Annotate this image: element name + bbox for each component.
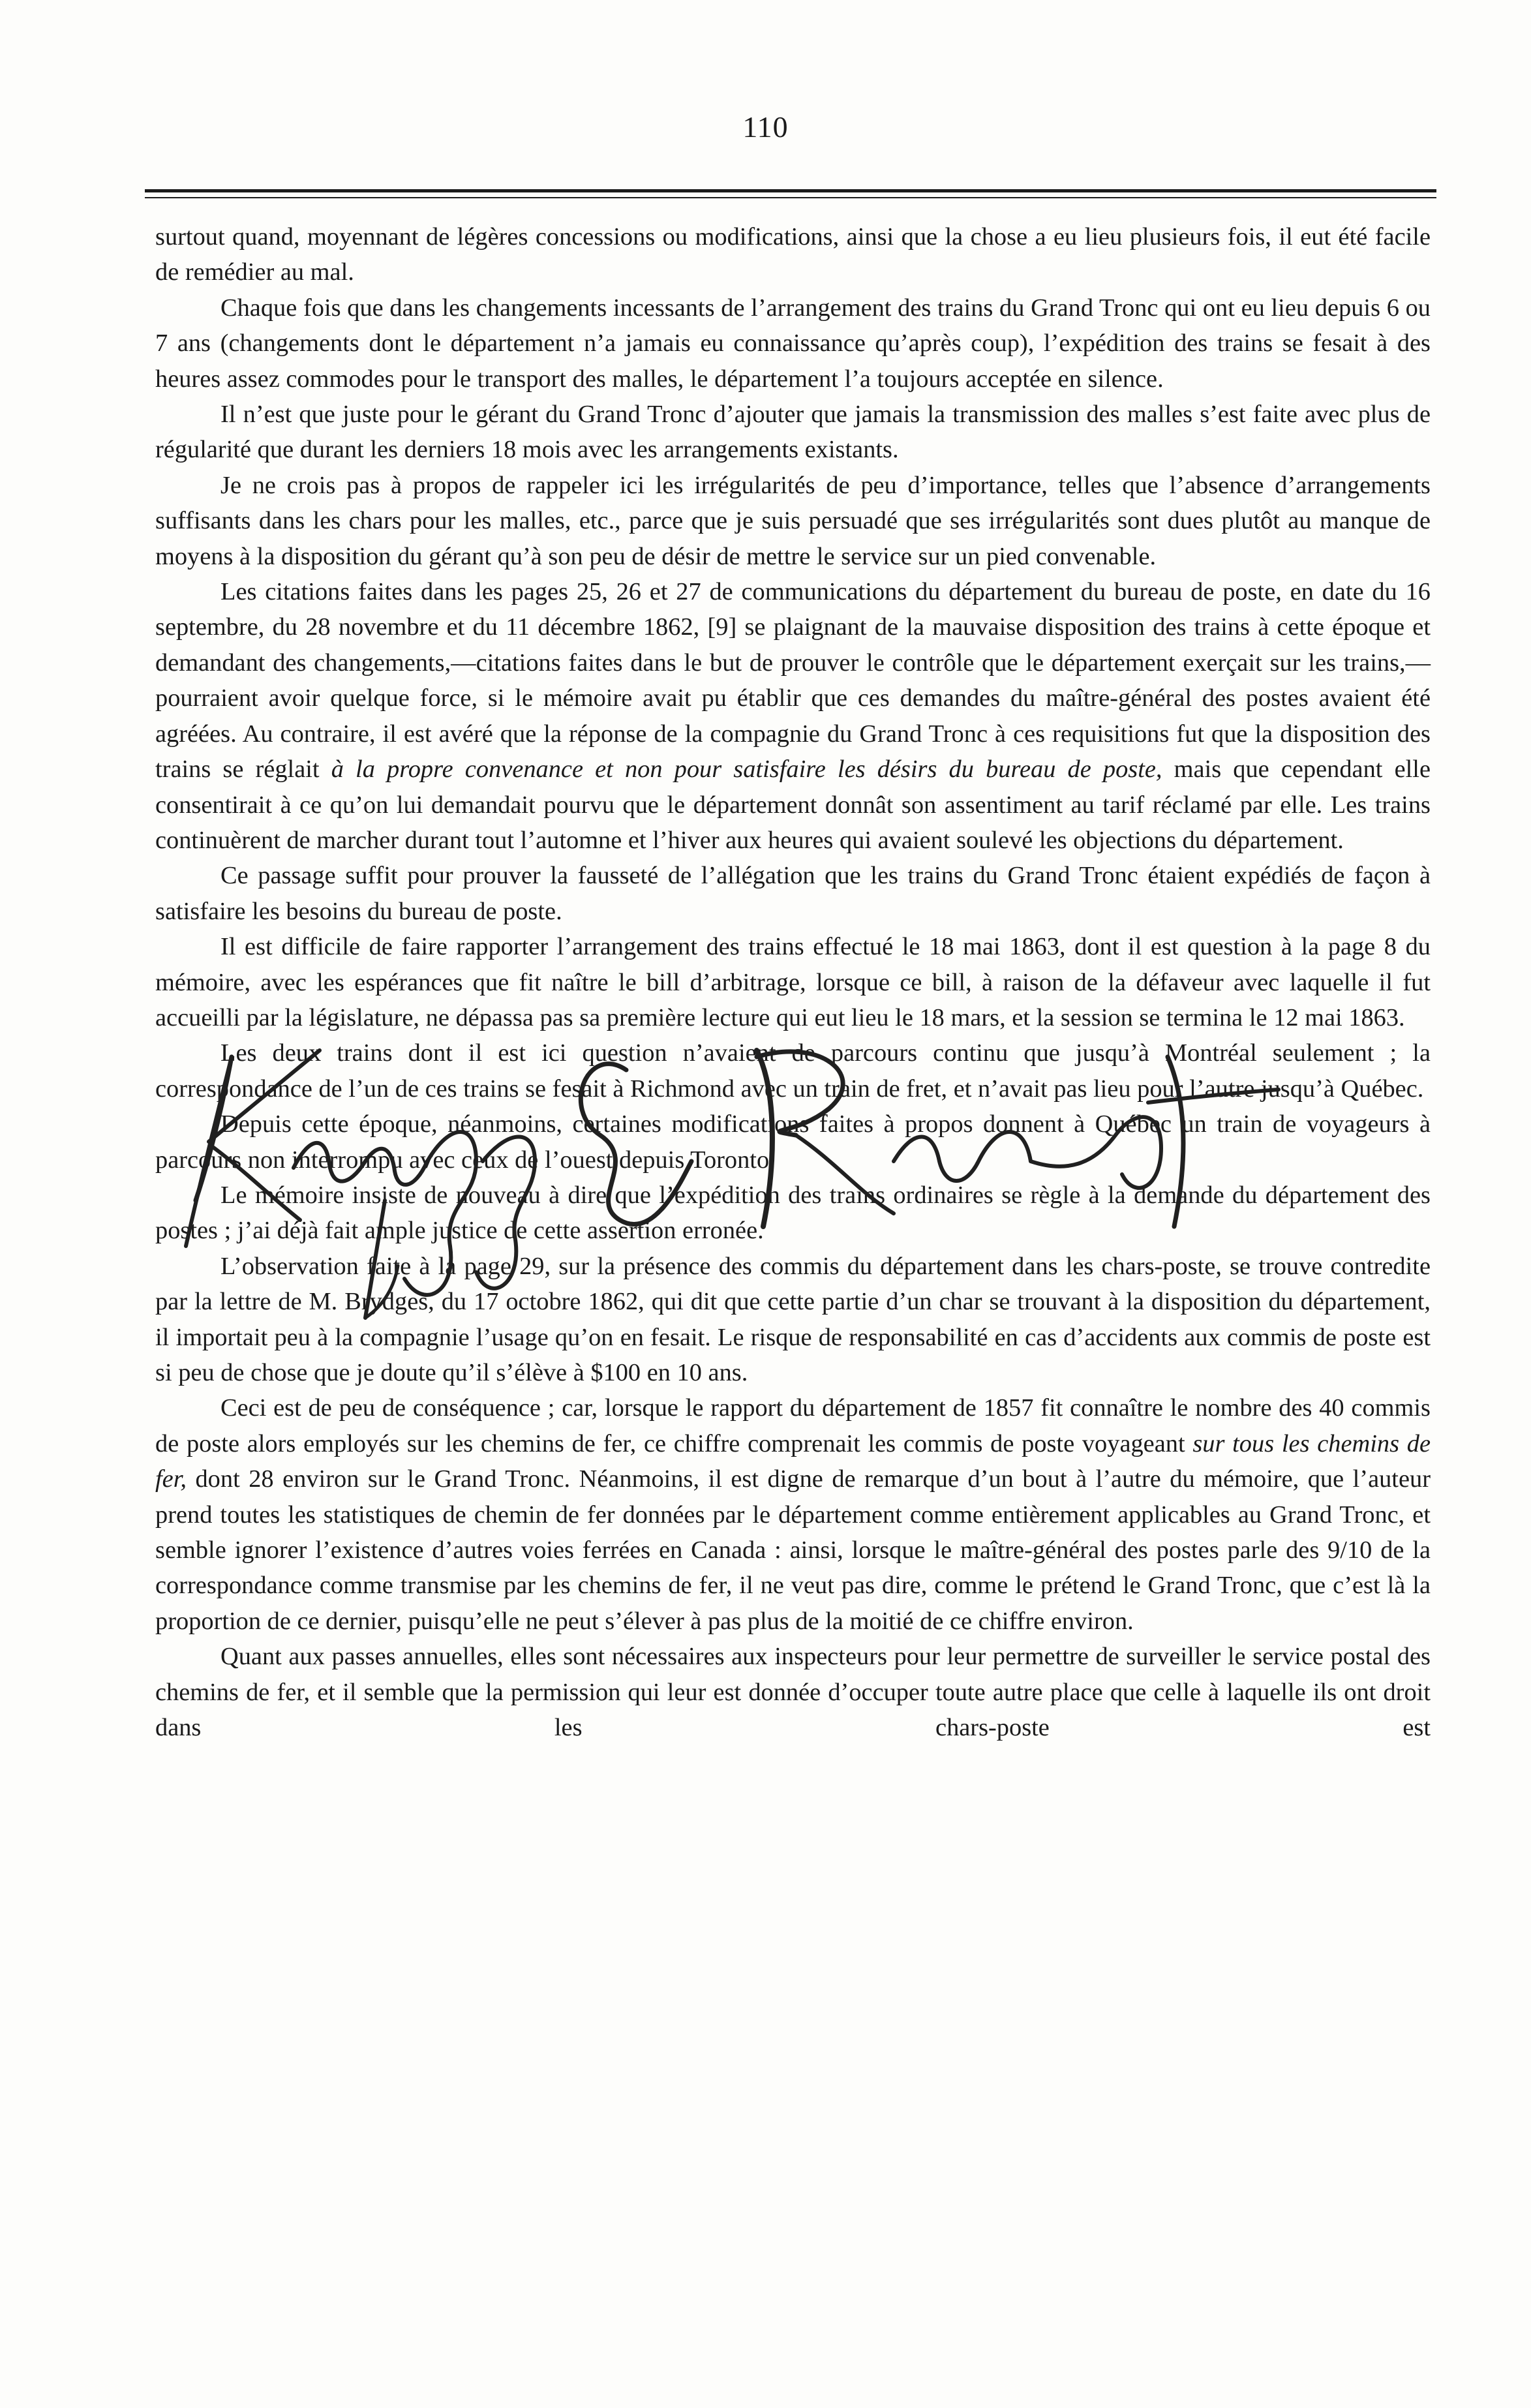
page-number: 110 xyxy=(742,110,789,144)
paragraph-4: Je ne crois pas à propos de rappeler ici les irrégularités de peu d’importance, telles que l’absence d’arrangements suffisants dans les chars pour les malles, etc., parce que je suis persuadé que ses irrégularités sont dues plutôt au manque de moyens à la disposition du gérant qu’à son peu de désir de mettre le service sur un pied convenable. xyxy=(155,471,1431,570)
paragraph-8: Les deux trains dont il est ici question n’avaient de parcours continu que jusqu’à Montréal seulement ; la correspondance de l’un de ces trains se fesait à Richmond avec un train de fret, et n’avait pas lieu pour l’autre jusqu’à Québec. xyxy=(155,1039,1431,1103)
header-rule-thin xyxy=(145,197,1436,198)
paragraph-13: Quant aux passes annuelles, elles sont nécessaires aux inspecteurs pour leur permettre de surveiller le service postal des chemins de fer, et il semble que la permission qui leur est donnée d’occuper toute autre place que celle à laquelle ils ont droit dans les chars-poste est xyxy=(155,1643,1431,1742)
body-text xyxy=(155,219,1431,1745)
paragraph-5 xyxy=(155,574,1431,858)
paragraph-11: L’observation faite à la page 29, sur la présence des commis du département dans les chars-poste, se trouve contredite par la lettre de M. Brydges, du 17 octobre 1862, qui dit que cette partie d’un char se trouvant à la disposition du département, il importait peu à la compagnie l’usage qu’on en fesait. Le risque de responsabilité en cas d’accidents aux commis de poste est si peu de chose que je doute qu’il s’élève à $100 en 10 ans. xyxy=(155,1252,1431,1386)
paragraph-9: Depuis cette époque, néanmoins, certaines modifications faites à propos donnent à Québec un train de voyageurs à parcours non interrompu avec ceux de l’ouest depuis Toronto. xyxy=(155,1110,1431,1174)
paragraph-1: surtout quand, moyennant de légères concessions ou modifications, ainsi que la chose a eu lieu plusieurs fois, il eut été facile de remédier au mal. xyxy=(155,223,1431,286)
paragraph-3: Il n’est que juste pour le gérant du Grand Tronc d’ajouter que jamais la transmission des malles s’est faite avec plus de régularité que durant les derniers 18 mois avec les arrangements existants. xyxy=(155,401,1431,464)
paragraph-12-italic: sur tous les chemins de fer, xyxy=(155,1429,1431,1493)
paragraph-6: Ce passage suffit pour prouver la fausseté de l’allégation que les trains du Grand Tronc étaient expédiés de façon à satisfaire les besoins du bureau de poste. xyxy=(155,862,1431,925)
paragraph-12 xyxy=(155,1390,1431,1639)
paragraph-5-part-1: Les citations faites dans les pages 25, 26 et 27 de communications du département du bureau de poste, en date du 16 septembre, du 28 novembre et du 11 décembre 1862, [9] se plaignant de la mauvaise disposition des trains à cette époque et demandant des changements,—citations faites dans le but de prouver le contrôle que le département exerçait sur les trains,—pourraient avoir quelque force, si le mémoire avait pu établir que ces demandes du maître-général des postes avaient été agréées. Au contraire, il est avéré que la réponse de la compagnie du Grand Tronc à ces requisitions fut que la disposition des trains se réglait xyxy=(155,578,1431,784)
paragraph-7: Il est difficile de faire rapporter l’arrangement des trains effectué le 18 mai 1863, dont il est question à la page 8 du mémoire, avec les espérances que fit naître le bill d’arbitrage, lorsque ce bill, à raison de la défaveur avec laquelle il fut accueilli par la législature, ne dépassa pas sa première lecture qui eut lieu le 18 mars, et la session se termina le 12 mai 1863. xyxy=(155,933,1431,1031)
paragraph-5-part-2: mais que cependant elle consentirait à ce qu’on lui demandait pourvu que le département donnât son assentiment au tarif réclamé par elle. Les trains continuèrent de marcher durant tout l’automne et l’hiver aux heures qui avaient soulevé les objections du département. xyxy=(155,755,1431,854)
header-rule-thick xyxy=(145,189,1436,192)
paragraph-10: Le mémoire insiste de nouveau à dire que l’expédition des trains ordinaires se règle à la demande du département des postes ; j’ai déjà fait ample justice de cette assertion erronée. xyxy=(155,1181,1431,1245)
paragraph-12-part-1: Ceci est de peu de conséquence ; car, lorsque le rapport du département de 1857 fit connaître le nombre des 40 commis de poste alors employés sur les chemins de fer, ce chiffre comprenait les commis de poste voyageant xyxy=(155,1394,1431,1457)
paragraph-12-part-2: dont 28 environ sur le Grand Tronc. Néanmoins, il est digne de remarque d’un bout à l’autre du mémoire, que l’auteur prend toutes les statistiques de chemin de fer données par le département comme entièrement applicables au Grand Tronc, et semble ignorer l’existence d’autres voies ferrées en Canada : ainsi, lorsque le maître-général des postes parle des 9/10 de la correspondance comme transmise par les chemins de fer, il ne veut pas dire, comme le prétend le Grand Tronc, que c’est là la proportion de ce dernier, puisqu’elle ne peut s’élever à pas plus de la moitié de ce chiffre environ. xyxy=(155,1465,1431,1635)
paragraph-2: Chaque fois que dans les changements incessants de l’arrangement des trains du Grand Tronc qui ont eu lieu depuis 6 ou 7 ans (changements dont le département n’a jamais eu connaissance qu’après coup), l’expédition des trains se fesait à des heures assez commodes pour le transport des malles, le département l’a toujours acceptée en silence. xyxy=(155,294,1431,393)
paragraph-5-italic: à la propre convenance et non pour satisfaire les désirs du bureau de poste, xyxy=(331,755,1162,784)
